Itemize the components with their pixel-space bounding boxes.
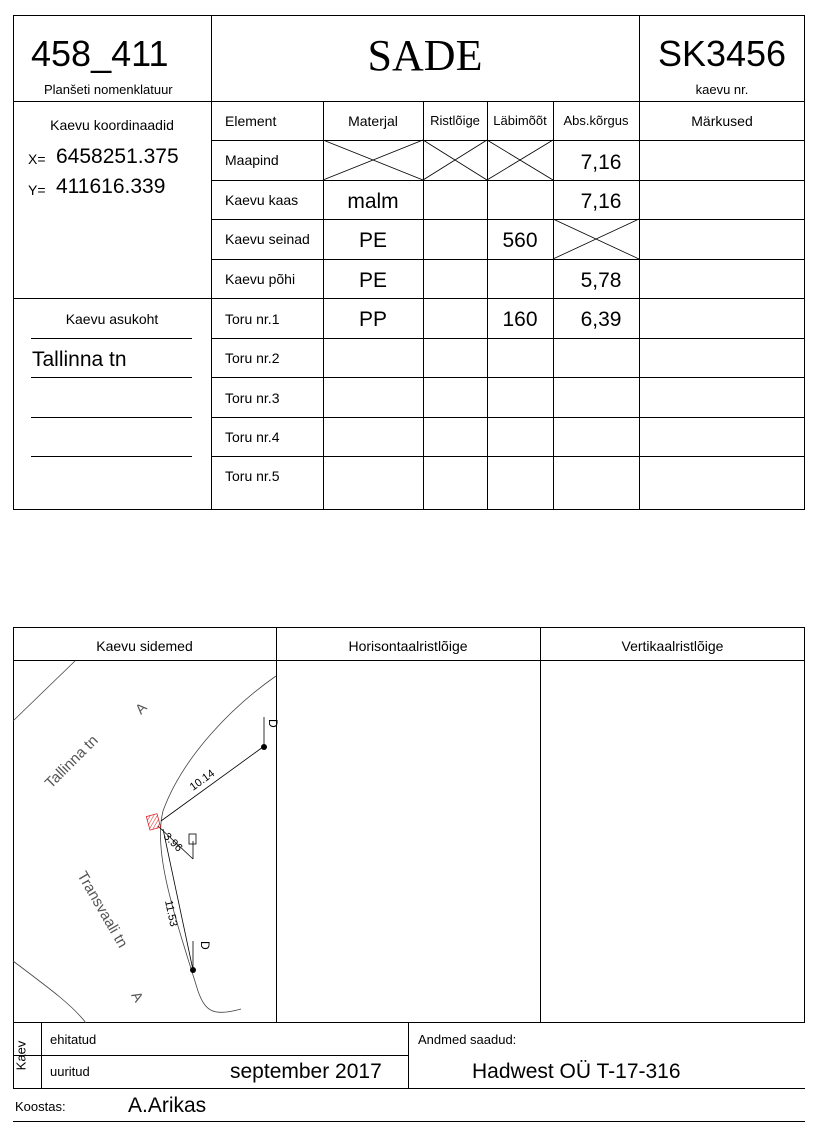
- author-value: A.Arikas: [128, 1094, 207, 1117]
- street-label-transvaali: Transvaali tn: [73, 868, 131, 951]
- row-element: Toru nr.3: [225, 390, 280, 406]
- street-label-tallinna: Tallinna tn: [41, 732, 102, 792]
- x-coordinate: 6458251.375: [56, 145, 179, 168]
- location-value: Tallinna tn: [32, 348, 127, 371]
- row-element: Toru nr.2: [225, 350, 280, 366]
- row-element: Toru nr.5: [225, 468, 280, 484]
- y-coordinate: 411616.339: [56, 175, 166, 198]
- row-labimoot: 560: [502, 229, 538, 252]
- row-abs: 6,39: [580, 308, 622, 331]
- row-element: Toru nr.4: [225, 429, 280, 445]
- row-abs: 7,16: [580, 190, 622, 213]
- data-value: Hadwest OÜ T-17-316: [472, 1060, 681, 1083]
- x-prefix: X=: [28, 151, 46, 167]
- distance-label: 3.96: [160, 830, 185, 855]
- crossed-cells: [0, 0, 820, 520]
- location-sketch: [13, 661, 280, 1023]
- built-label: ehitatud: [50, 1032, 97, 1047]
- row-element: Kaevu põhi: [225, 271, 296, 287]
- row-element: Kaevu seinad: [225, 231, 310, 247]
- data-label: Andmed saadud:: [418, 1032, 517, 1047]
- document-title: SADE: [367, 31, 483, 80]
- row-materjal: PE: [358, 229, 387, 252]
- surveyed-label: uuritud: [50, 1064, 90, 1079]
- coords-label: Kaevu koordinaadid: [50, 117, 174, 133]
- col-element: Element: [225, 113, 277, 129]
- row-element: Kaevu kaas: [225, 192, 299, 208]
- links-header: Kaevu sidemed: [96, 638, 193, 654]
- col-labimoot: Läbimõõt: [493, 113, 547, 128]
- sheet-code: 458_411: [31, 33, 169, 74]
- sketch-marker: D: [266, 719, 280, 728]
- side-label: Kaev: [13, 1040, 29, 1071]
- distance-label: 11.53: [162, 899, 180, 928]
- row-abs: 7,16: [580, 151, 622, 174]
- surveyed-value: september 2017: [230, 1060, 382, 1083]
- col-ristloige: Ristlõige: [430, 113, 480, 128]
- col-materjal: Materjal: [348, 113, 398, 129]
- col-abs: Abs.kõrgus: [563, 113, 629, 128]
- y-prefix: Y=: [28, 182, 46, 198]
- vertical-section-header: Vertikaalristlõige: [621, 638, 724, 654]
- sketch-marker: D: [198, 941, 212, 950]
- horizontal-section-header: Horisontaalristlõige: [348, 638, 468, 654]
- well-id: SK3456: [657, 33, 787, 74]
- well-label: kaevu nr.: [695, 82, 749, 97]
- row-abs: 5,78: [580, 269, 622, 292]
- row-labimoot: 160: [502, 308, 538, 331]
- row-materjal: PP: [358, 308, 387, 331]
- row-materjal: malm: [347, 190, 399, 213]
- street-suffix: A: [131, 699, 150, 718]
- row-element: Maapind: [225, 152, 279, 168]
- row-element: Toru nr.1: [225, 311, 280, 327]
- col-markused: Märkused: [691, 113, 753, 129]
- row-materjal: PE: [358, 269, 387, 292]
- distance-label: 10.14: [187, 767, 218, 794]
- location-label: Kaevu asukoht: [65, 311, 159, 327]
- sheet-label: Planšeti nomenklatuur: [44, 82, 173, 97]
- street-suffix: A: [128, 988, 147, 1005]
- author-label: Koostas:: [15, 1099, 66, 1114]
